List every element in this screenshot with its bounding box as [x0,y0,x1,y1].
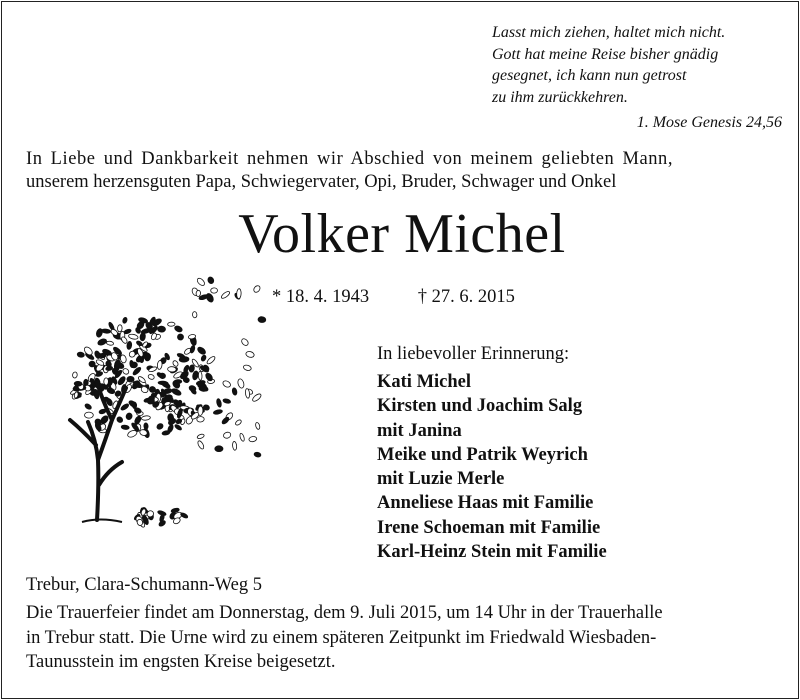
leaf [116,416,124,424]
leaf [172,360,179,368]
leaf [147,374,154,381]
leaf [253,285,262,294]
intro-line: In Liebe und Dankbarkeit nehmen wir Abschied von meinem geliebten Mann, [26,149,674,169]
leaf [125,412,133,420]
motto-line: Lasst mich ziehen, haltet mich nicht. [492,24,726,41]
leaf [222,380,232,389]
leaf [180,512,189,519]
mourner-line: Karl-Heinz Stein mit Familie [377,542,607,563]
leaf [215,446,223,452]
tree-with-falling-leaves-icon [42,270,282,540]
leaf [162,430,171,435]
motto-quote [492,22,782,134]
leaf [157,360,163,369]
leaf [176,333,184,341]
deceased-name: Volker Michel [238,203,566,265]
leaf [95,328,103,338]
mourner-line: mit Janina [377,420,462,441]
leaf [220,290,230,299]
leaf [84,403,92,411]
leaf [174,325,183,333]
service-line: Taunusstein im engsten Kreise beigesetzt. [26,652,336,672]
mourner-line: Anneliese Haas mit Familie [377,493,594,514]
leaf [168,322,176,326]
leaf [248,436,257,442]
leaf [134,415,143,425]
leaf [223,431,232,439]
leaf [141,415,150,420]
death-date: † 27. 6. 2015 [417,287,515,307]
mourners-block [377,342,607,564]
leaf [171,387,182,396]
leaf [192,311,197,318]
leaf [167,366,176,372]
leaf [157,326,165,332]
intro-line: unserem herzensguten Papa, Schwiegervater, Opi, Bruder, Schwager und Onkel [26,172,617,192]
leaf [196,346,206,356]
leaf [94,350,101,359]
leaf [211,288,218,293]
motto-line: zu ihm zurückkehren. [492,88,628,106]
leaf [117,325,122,332]
leaf [237,378,245,389]
service-line: Die Trauerfeier findet am Donnerstag, dem 9. Juli 2015, um 14 Uhr in der Trauerhalle [26,603,663,623]
service-notice [26,601,786,675]
leaf [144,423,149,430]
leaf [198,406,203,416]
leaf [121,425,130,430]
leaf [216,398,222,407]
leaf [251,393,262,403]
leaf [197,433,205,439]
address: Trebur, Clara-Schumann-Weg 5 [26,575,262,595]
leaf [189,345,195,354]
leaf [156,372,164,379]
leaf [128,333,138,339]
leaf [236,289,241,299]
leaf [97,338,108,347]
leaf [179,356,189,362]
leaf [206,355,216,365]
leaf [127,376,134,382]
leaf [254,452,262,458]
leaf [243,364,252,371]
mourner-line: Irene Schoeman mit Familie [377,517,601,538]
leaf [213,409,223,415]
leaf [197,416,205,422]
leaf [255,422,261,430]
leaf [258,316,266,322]
mourner-line: mit Luzie Merle [377,469,505,490]
leaf [77,352,85,358]
intro-text [26,148,778,194]
motto-line: gesegnet, ich kann nun getrost [492,67,687,84]
leaf [232,441,237,450]
leaf [232,387,238,395]
mourner-line: Kati Michel [377,372,472,392]
mourner-line: Meike und Patrik Weyrich [377,444,588,465]
leaf [122,317,128,324]
leaf [235,419,243,426]
leaf [106,341,114,346]
leaf [196,277,206,287]
leaf [74,381,82,386]
leaf [72,372,77,379]
leaf [245,351,255,359]
leaf [200,354,207,361]
obituary-frame [1,1,799,699]
leaf [84,412,93,418]
leaf [223,398,232,404]
leaf [128,400,138,409]
life-dates [272,287,515,308]
leaf [221,416,230,425]
leaf [198,371,202,380]
leaf [104,378,109,385]
leaf [156,422,164,430]
mourners-heading: In liebevoller Erinnerung: [377,344,570,364]
leaf [174,424,182,431]
leaf [239,433,245,442]
leaf [120,403,130,411]
leaf [240,337,249,346]
leaf [196,290,201,297]
motto-source: 1. Mose Genesis 24,56 [636,114,782,131]
mourner-line: Kirsten und Joachim Salg [377,396,583,417]
birth-date: * 18. 4. 1943 [272,287,370,307]
leaf [131,362,138,368]
leaf [207,276,215,284]
leaf [197,440,205,450]
service-line: in Trebur statt. Die Urne wird zu einem späteren Zeitpunkt im Friedwald Wiesbaden- [26,627,657,648]
motto-line: Gott hat meine Reise bisher gnädig [492,45,719,63]
